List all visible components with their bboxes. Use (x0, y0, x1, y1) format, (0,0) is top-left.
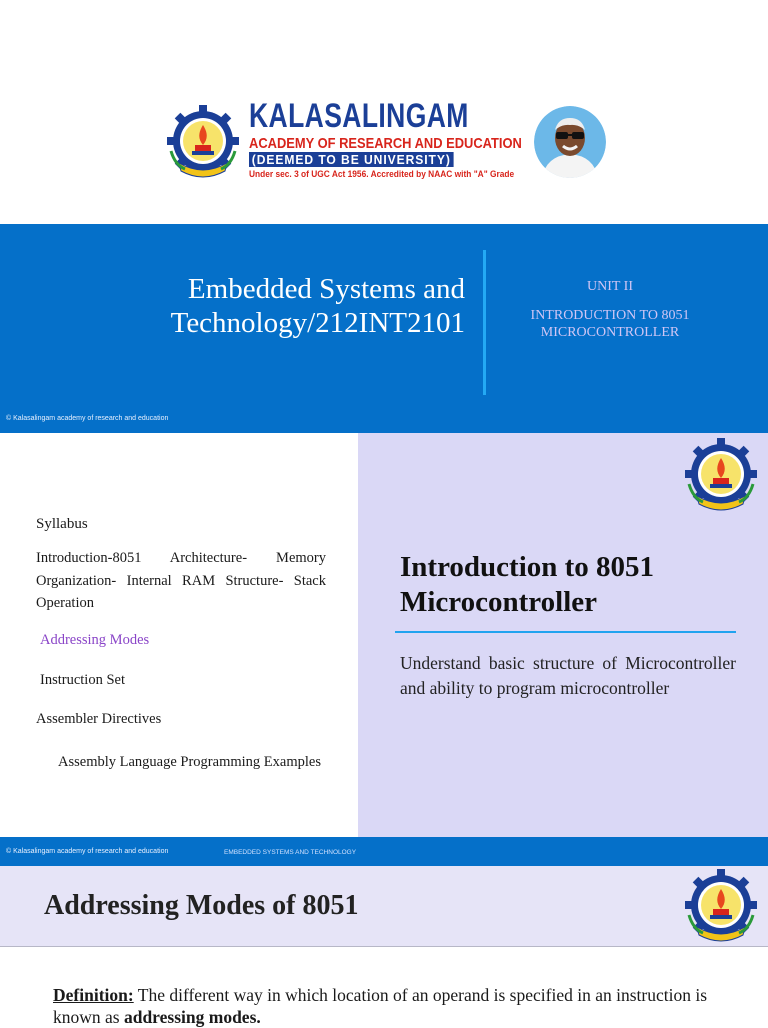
syllabus-item: Assembler Directives (36, 711, 162, 727)
introduction-divider (395, 631, 736, 633)
unit-label: UNIT II (586, 279, 633, 294)
definition-paragraph (53, 984, 733, 1028)
syllabus-item: Assembly Language Programming Examples (58, 754, 321, 770)
unit-topic: INTRODUCTION TO 8051 MICROCONTROLLER (530, 308, 690, 340)
footer-course-name: EMBEDDED SYSTEMS AND TECHNOLOGY (224, 849, 357, 856)
introduction-title: Introduction to 8051 Microcontroller (400, 551, 655, 618)
header-divider (0, 946, 768, 947)
course-title: Embedded Systems and Technology/212INT2101 (170, 273, 465, 339)
definition-term: addressing modes. (123, 1007, 261, 1027)
copyright-notice: © Kalasalingam academy of research and education (6, 848, 169, 855)
definition-label: Definition: (53, 985, 134, 1005)
syllabus-heading: Syllabus (36, 516, 88, 532)
founder-portrait (534, 106, 606, 178)
university-emblem-icon (165, 103, 241, 181)
university-emblem-icon (683, 867, 759, 945)
title-divider (483, 250, 486, 395)
introduction-description: Understand basic structure of Microcontroller and ability to program microcontroller (400, 653, 736, 698)
brand-accreditation: Under sec. 3 of UGC Act 1956. Accredited by NAAC with "A" Grade (249, 169, 515, 180)
syllabus-item: Instruction Set (40, 672, 125, 688)
syllabus-item: Introduction-8051 Architecture- Memory Organization- Internal RAM Structure- Stack Operation (36, 550, 326, 611)
addressing-title: Addressing Modes of 8051 (44, 890, 359, 921)
copyright-notice: © Kalasalingam academy of research and education (6, 415, 169, 422)
university-emblem-icon (683, 436, 759, 514)
brand-subtitle: ACADEMY OF RESEARCH AND EDUCATION (249, 135, 522, 152)
syllabus-item-addressing-modes: Addressing Modes (40, 632, 150, 648)
definition-text: The different way in which location of an operand is specified in an instruction is known as (53, 985, 707, 1027)
brand-name: KALASALINGAM (249, 97, 469, 135)
brand-deemed-label: (DEEMED TO BE UNIVERSITY) (249, 152, 454, 167)
